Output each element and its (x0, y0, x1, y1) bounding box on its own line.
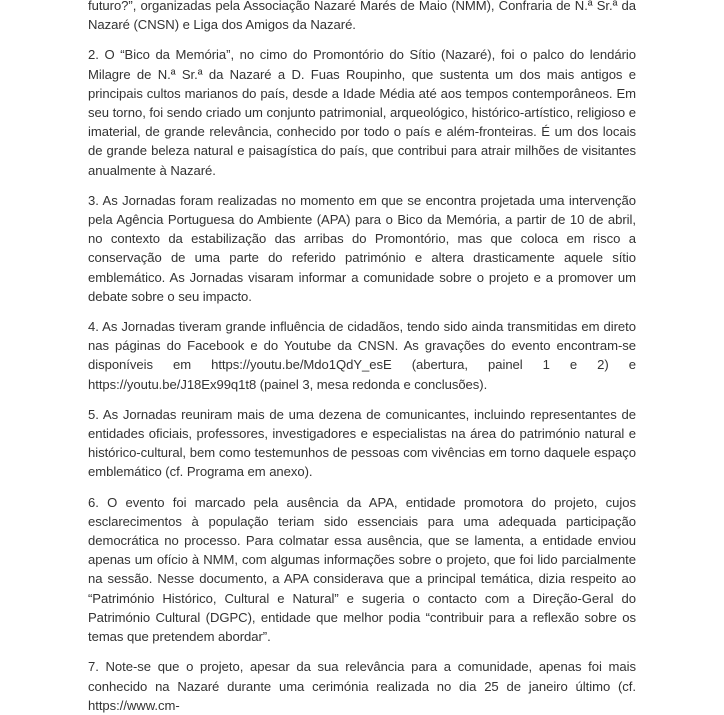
paragraph-1-continued: futuro?”, organizadas pela Associação Nazaré Marés de Maio (NMM), Confraria de N.ª Sr.ª da Nazaré (CNSN) e Liga dos Amigos da Nazaré. (88, 0, 636, 33)
paragraph-3: 3. As Jornadas foram realizadas no momento em que se encontra projetada uma intervenção pela Agência Portuguesa do Ambiente (APA) para o Bico da Memória, a partir de 10 de abril, no contexto da estabilização das arribas do Promontório, mas que coloca em risco a conservação de uma parte do referido património e altera drasticamente aquele sítio emblemático. As Jornadas visaram informar a comunidade sobre o projeto e a promover um debate sobre o seu impacto. (88, 192, 636, 304)
paragraph-4: 4. As Jornadas tiveram grande influência de cidadãos, tendo sido ainda transmitidas em direto nas páginas do Facebook e do Youtube da CNSN. As gravações do evento encontram-se disponíveis em https://youtu.be/Mdo1QdY_esE (abertura, painel 1 e 2) e https://youtu.be/J18Ex99q1t8 (painel 3, mesa redonda e conclusões). (88, 319, 636, 392)
paragraph-2: 2. O “Bico da Memória”, no cimo do Promontório do Sítio (Nazaré), foi o palco do lendário Milagre de N.ª Sr.ª da Nazaré a D. Fuas Roupinho, que sustenta um dos mais antigos e principais cultos marianos do país, desde a Idade Média até aos tempos contemporâneos. Em seu torno, foi sendo criado um conjunto patrimonial, arqueológico, histórico-artístico, religioso e imaterial, de grande relevância, conhecido por todo o país e além-fronteiras. É um dos locais de grande beleza natural e paisagística do país, que contribui para atrair milhões de visitantes anualmente à Nazaré. (88, 47, 636, 178)
document-text-column (88, 0, 636, 715)
paragraph-6: 6. O evento foi marcado pela ausência da APA, entidade promotora do projeto, cujos esclarecimentos à população teriam sido essenciais para uma adequada participação democrática no processo. Para colmatar essa ausência, que se lamenta, a entidade enviou apenas um ofício à NMM, com algumas informações sobre o projeto, que foi lido parcialmente na sessão. Nesse documento, a APA considerava que a principal temática, dizia respeito ao “Património Histórico, Cultural e Natural” e sugeria o contacto com a Direção-Geral do Património Cultural (DGPC), entidade que melhor podia “contribuir para a reflexão sobre os temas que pretendem abordar”. (88, 494, 636, 645)
paragraph-5: 5. As Jornadas reuniram mais de uma dezena de comunicantes, incluindo representantes de entidades oficiais, professores, investigadores e especialistas na área do património natural e histórico-cultural, bem como testemunhos de pessoas com vivências em torno daquele espaço emblemático (cf. Programa em anexo). (88, 406, 636, 480)
paragraph-7: 7. Note-se que o projeto, apesar da sua relevância para a comunidade, apenas foi mais conhecido na Nazaré durante uma cerimónia realizada no dia 25 de janeiro último (cf. https://www.cm- (88, 659, 636, 713)
